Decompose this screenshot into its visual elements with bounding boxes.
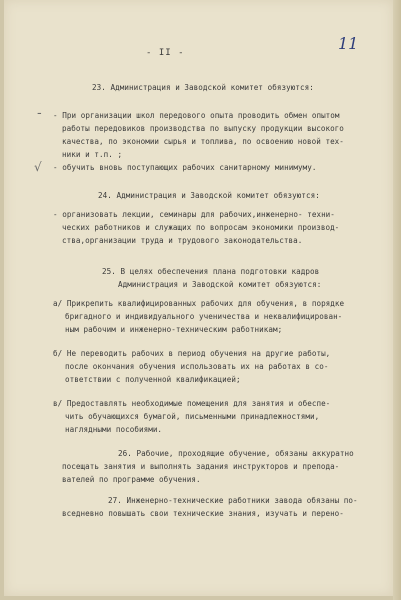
clause-23-item-1-line-3: качества, по экономии сырья и топлива, по освоению новой тех-: [62, 137, 344, 146]
clause-27-line-1: 27. Инженерно-технические работники завода обязаны по-: [108, 496, 358, 505]
clause-26-line-1: 26. Рабочие, проходящие обучение, обязаны аккуратно: [118, 449, 354, 458]
clause-23-item-1-line-1: - При организации школ передового опыта проводить обмен опытом: [53, 111, 340, 120]
clause-25-c-line-2: чить обучающихся бумагой, письменными принадлежностями,: [65, 412, 320, 421]
clause-25-a-line-1: а/ Прикрепить квалифицированных рабочих для обучения, в порядке: [53, 299, 345, 308]
clause-25-heading-line-2: Администрация и Заводской комитет обязуются:: [118, 280, 322, 289]
clause-24-line-3: ства,организации труда и трудового законодательства.: [62, 236, 303, 245]
clause-23-item-2: - обучить вновь поступающих рабочих санитарному минимуму.: [53, 163, 317, 172]
clause-27-line-2: вседневно повышать свои технические знания, изучать и перено-: [62, 509, 344, 518]
page-number: - II -: [146, 48, 185, 58]
handwritten-page-number: 11: [338, 34, 359, 53]
clause-23-heading: 23. Администрация и Заводской комитет обязуются:: [92, 83, 314, 92]
clause-24-heading: 24. Администрация и Заводской комитет обязуются:: [98, 191, 320, 200]
page-edge: [393, 0, 401, 600]
clause-25-b-line-3: ответствии с полученной квалификацией;: [65, 375, 241, 384]
clause-24-line-1: - организовать лекции, семинары для рабочих,инженерно- техни-: [53, 210, 335, 219]
clause-25-b-line-1: б/ Не переводить рабочих в период обучения на другие работы,: [53, 349, 331, 358]
clause-23-item-1-line-4: ники и т.п. ;: [62, 150, 123, 159]
clause-23-item-1-line-2: работы передовиков производства по выпуску продукции высокого: [62, 124, 344, 133]
clause-24-line-2: ческих работников и служащих по вопросам экономики производ-: [62, 223, 340, 232]
clause-25-a-line-3: ным рабочим и инженерно-техническим работникам;: [65, 325, 283, 334]
clause-25-heading-line-1: 25. В целях обеспечения плана подготовки кадров: [102, 267, 320, 276]
clause-25-c-line-3: наглядными пособиями.: [65, 425, 163, 434]
clause-25-b-line-2: после окончания обучения использовать их на работах в со-: [65, 362, 329, 371]
clause-26-line-3: вателей по программе обучения.: [62, 475, 201, 484]
margin-dash-mark: -: [37, 106, 42, 121]
clause-25-a-line-2: бригадного и индивидуального ученичества и неквалифицирован-: [65, 312, 343, 321]
margin-check-mark: √: [34, 160, 42, 174]
clause-25-c-line-1: в/ Предоставлять необходимые помещения для занятия и обеспе-: [53, 399, 331, 408]
clause-26-line-2: посещать занятия и выполнять задания инструкторов и препода-: [62, 462, 340, 471]
